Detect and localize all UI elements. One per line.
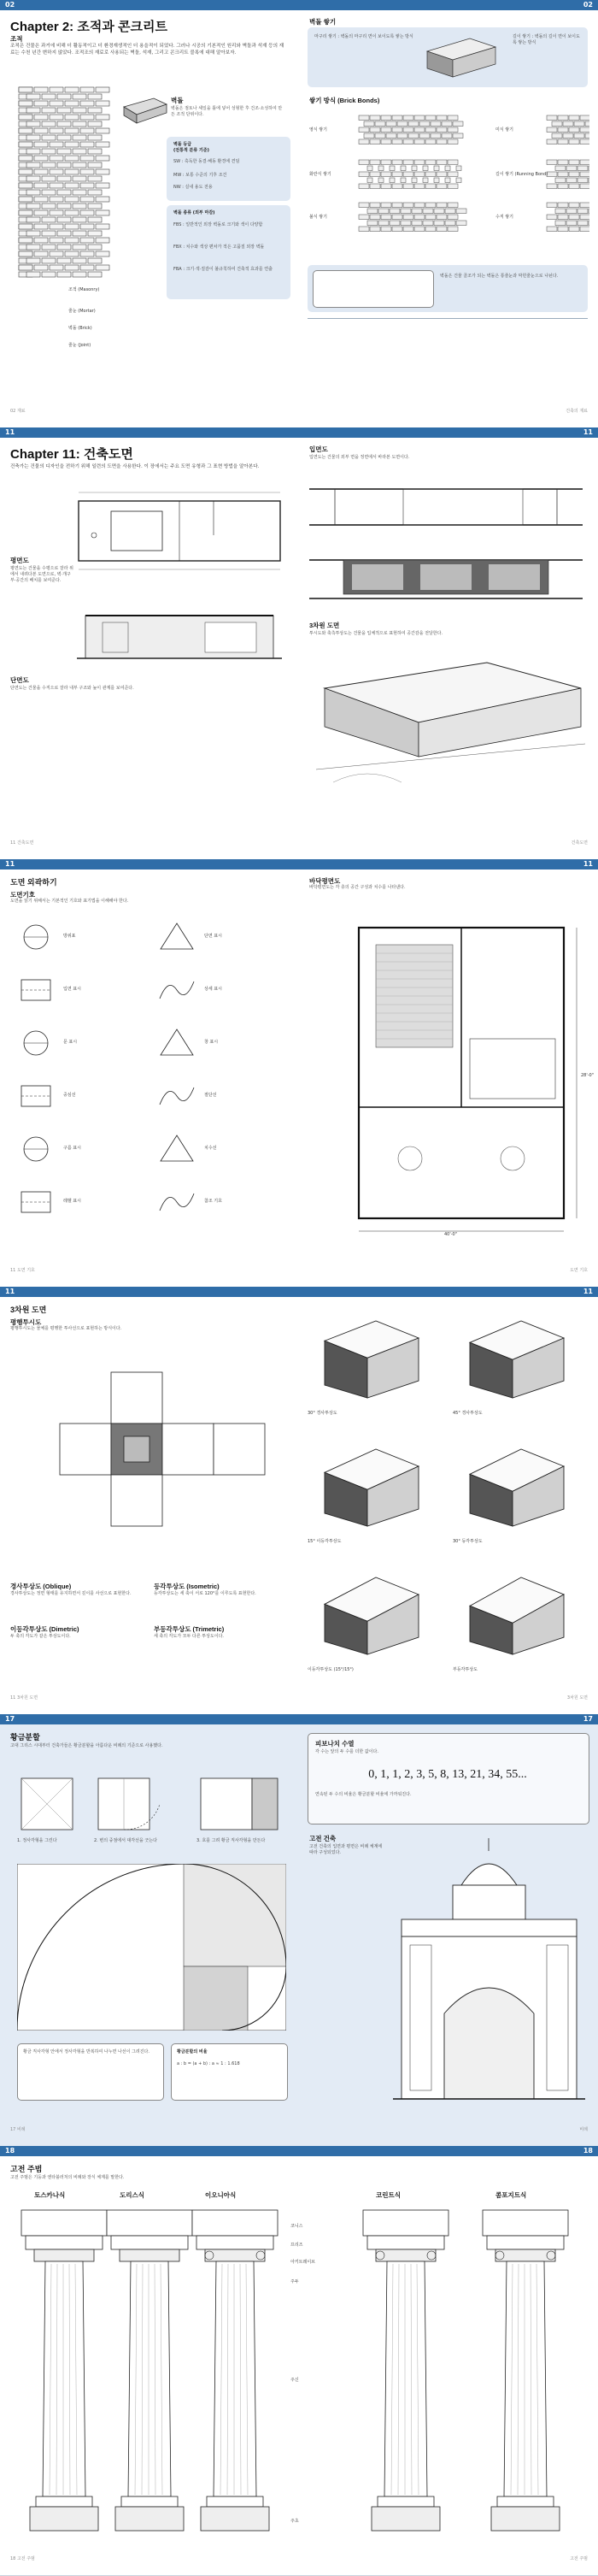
page-header-bar [0,859,598,869]
symbol-7-label: 중심선 [63,1093,76,1098]
column-1-drawing [17,2206,111,2548]
section-title: 황금분할 [10,1733,40,1742]
bond-label-f: 수직 쌓기 [495,215,513,220]
projection-caption-2: 45° 경사투상도 [453,1411,483,1416]
oblique-heading: 경사투상도 (Oblique) [10,1583,72,1590]
order-part-label-4: 주두 [290,2279,299,2284]
golden-step-2-label: 2. 변의 중점에서 대각선을 긋는다 [94,1838,157,1843]
spread-5 [0,1714,598,2147]
brick-wall-illustration [17,85,111,282]
mortar-b: 길이 쌓기 : 벽돌의 길이 면이 보이도록 쌓는 방식 [513,34,580,45]
symbol-5-icon [15,1026,57,1060]
perspective-drawing [316,654,585,808]
bond-label-e: 길이 쌓기 (Running Bond) [495,172,548,177]
brick-leader-2: 줄눈 (Mortar) [68,309,96,314]
grades-title: 벽돌 등급 (전통적 분류 기준) [173,142,209,153]
floorplan-text: 바닥평면도는 각 층의 공간 구성과 치수를 나타낸다. [309,885,406,890]
floor-plan-drawing [77,484,282,578]
golden-formula-box [171,2043,288,2101]
symbol-6-icon [155,1026,198,1060]
symbol-11-icon [15,1185,57,1219]
symbol-8-label: 절단선 [204,1093,217,1098]
order-part-label-6: 주초 [290,2519,299,2524]
symbol-3-icon [15,973,57,1007]
column-3-label: 이오니아식 [205,2191,237,2199]
bond-label-b: 화란식 쌓기 [309,172,331,177]
classical-facade-drawing [393,1834,585,2116]
spread-3 [0,859,598,1288]
bond-pattern-2 [359,160,461,189]
isometric-heading: 등각투상도 (Isometric) [154,1583,220,1590]
detailed-floor-plan [342,911,589,1244]
symbols-heading: 도면기호 [10,891,35,899]
section-heading: 조적 [10,35,23,43]
order-part-label-3: 아키트레이브 [290,2260,315,2265]
symbol-12-icon [155,1185,198,1219]
chapter-title: Chapter 2: 조적과 콘크리트 [10,20,167,34]
golden-spiral-drawing [17,1864,286,2031]
brick-icon [120,94,171,128]
bond-label-d: 미식 쌓기 [495,127,513,133]
elevation-heading: 입면도 [309,445,328,453]
page-number-left: 17 [5,1715,15,1723]
page-header-bar [0,0,598,10]
column-1-label: 토스카나식 [34,2191,66,2199]
symbol-9-label: 구름 표시 [63,1146,81,1151]
plan-heading: 평면도 [10,557,29,564]
fibonacci-sequence: 0, 1, 1, 2, 3, 5, 8, 13, 21, 34, 55... [368,1768,527,1781]
page-header-bar [0,2146,598,2156]
footer-left: 02 재료 [10,409,26,414]
column-5-drawing [478,2206,572,2548]
symbol-6-label: 창 표시 [204,1040,219,1045]
bond-pattern-3 [359,203,466,232]
column-5-label: 콤포지트식 [495,2191,527,2199]
spread-1 [0,0,598,428]
symbol-4-label: 상세 표시 [204,987,222,992]
plan-text: 평면도는 건물을 수평으로 잘라 위에서 내려다본 도면으로, 벽·개구부·공간의 배치를 보여준다. [10,566,73,583]
grade-sw: SW : 혹독한 동결·해동 환경에 견딤 [173,159,240,164]
symbol-8-icon [155,1079,198,1113]
mortar-title: 벽돌 쌓기 [309,18,337,26]
symbols-text: 도면을 읽기 위해서는 기본적인 기호와 표기법을 이해해야 한다. [10,899,129,904]
perspective-text: 투시도와 축측투상도는 건물을 입체적으로 표현하여 공간감을 전달한다. [309,631,443,636]
spread-2 [0,427,598,860]
footer-left: 11 도면 기호 [10,1268,35,1273]
orders-text: 고전 주범은 기둥과 엔타블러처의 비례와 장식 체계를 말한다. [10,2175,125,2180]
brick-leader-3: 벽돌 (Brick) [68,326,92,331]
symbol-7-icon [15,1079,57,1113]
types-title: 벽돌 종류 (외부 마감) [173,210,215,215]
golden-step-3 [196,1774,282,1834]
grade-nw: NW : 실내 용도 전용 [173,185,213,190]
brick-bond-patterns [308,107,589,256]
perspective-heading: 3차원 도면 [309,622,340,629]
symbol-12-label: 참조 기호 [204,1199,222,1204]
callout-body: 벽돌은 점토나 셰일을 틀에 넣어 성형한 후 건조·소성하여 만든 조적 단위이다. [171,106,283,117]
page-number-right: 11 [583,860,593,868]
section-title: 고전 주범 [10,2165,43,2173]
brick-leader-4: 줄눈 (Joint) [68,343,91,348]
footer-left: 11 건축도면 [10,840,34,846]
type-fbx: FBX : 치수와 색상 편차가 적은 고품질 외장 벽돌 [173,245,265,250]
page-number-left: 11 [5,428,15,436]
golden-step-3-label: 3. 호를 그려 황금 직사각형을 만든다 [196,1838,266,1843]
spread-6 [0,2146,598,2576]
plan-dim-height: 28'-0" [581,1073,595,1078]
footer-right: 3차원 도면 [566,1695,588,1701]
brick-types-box [167,205,290,299]
fibonacci-box [308,1733,589,1824]
page-number-left: 18 [5,2147,15,2155]
trimetric-heading: 부등각투상도 (Trimetric) [154,1625,225,1633]
isometric-text: 등각투상도는 세 축이 서로 120°를 이루도록 표현한다. [154,1591,256,1596]
orders-columns [0,2189,598,2548]
golden-note2: 황금 직사각형 안에서 정사각형을 반복하여 나누면 나선이 그려진다. [23,2049,150,2054]
page-header-bar [0,427,598,438]
brick-grades-box [167,137,290,201]
footer-right: 고전 주범 [570,2556,588,2561]
page-number-right: 11 [583,1288,593,1295]
column-4-label: 코린트식 [376,2191,401,2199]
projection-caption-3: 15° 이등각투상도 [308,1539,342,1544]
projection-cube-3 [308,1432,436,1535]
symbol-1-label: 방위표 [63,934,76,939]
mortar-a: 마구리 쌓기 : 벽돌의 마구리 면이 보이도록 쌓는 방식 [314,34,413,39]
column-4-drawing [359,2206,453,2548]
projection-cube-5 [308,1560,436,1663]
classical-heading: 고전 건축 [309,1835,337,1842]
symbol-2-label: 단면 표시 [204,934,222,939]
classical-text: 고전 건축의 입면과 평면은 비례 체계에 따라 구성되었다. [309,1844,383,1855]
page-header-bar [0,1714,598,1724]
golden-note-heading: 황금분할의 비율 [177,2049,208,2054]
fibonacci-text2: 연속된 두 수의 비율은 황금분할 비율에 가까워진다. [315,1792,412,1797]
elevation-text: 입면도는 건물의 외부 면을 정면에서 바라본 도면이다. [309,455,410,460]
column-2-label: 도리스식 [120,2191,144,2199]
unfolded-cube-drawing [26,1364,282,1560]
order-part-label-2: 프리즈 [290,2243,303,2248]
footer-right: 건축의 재료 [566,409,588,414]
brick-leader-1: 조적 (Masonry) [68,287,100,292]
bond-label-c: 불식 쌓기 [309,215,327,220]
floorplan-heading: 바닥평면도 [309,877,341,885]
intro-paragraph: 조적은 건물은 과거에 비해 더 활동적이고 더 환경재생적인 더 용을적이 되었다. 그러나 시공의 기본적인 원리와 벽돌과 석재 등의 재료는 수천 년간 변하지 않았다. 조적조의 재료로 사용되는 벽돌, 석재, 그리고 콘크리트 블록에 대해 알아보자. [10,44,284,56]
projection-grid [308,1304,589,1689]
grade-mw: MW : 보통 수준의 기후 조건 [173,173,227,178]
symbol-1-icon [15,920,57,954]
bond-info-inner [313,270,434,308]
symbol-10-label: 치수선 [204,1146,217,1151]
projection-cube-6 [453,1560,581,1663]
golden-step-1 [17,1774,77,1834]
callout-title: 벽돌 [171,97,184,104]
projection-caption-4: 30° 등각투상도 [453,1539,483,1544]
order-part-label-5: 주신 [290,2378,299,2383]
golden-ratio-callout [17,2043,164,2101]
type-fbs: FBS : 일반적인 외장 벽돌로 크기와 색이 다양함 [173,222,263,227]
page-number-left: 02 [5,1,15,9]
golden-step-1-label: 1. 정사각형을 그린다 [17,1838,57,1843]
dimetric-text: 두 축의 각도가 같은 투상도이다. [10,1634,71,1639]
page-number-right: 02 [583,1,593,9]
fibonacci-text: 각 수는 앞의 두 수를 더한 값이다. [315,1749,378,1754]
section-drawing [77,598,282,675]
parallel-heading: 평행투시도 [10,1318,42,1326]
bond-pattern-1 [359,115,463,144]
bond-pattern-6 [547,203,589,232]
bond-note: 벽돌은 건물 골조가 되는 벽돌은 통줄눈과 막힌줄눈으로 나뉜다. [440,274,559,279]
footer-right: 건축도면 [571,840,588,846]
order-part-label-1: 코니스 [290,2224,303,2229]
symbol-4-icon [155,973,198,1007]
footer-left: 11 3차원 도면 [10,1695,38,1701]
page-number-right: 18 [583,2147,593,2155]
spread-4 [0,1287,598,1715]
chapter-title: Chapter 11: 건축도면 [10,447,133,462]
intro-paragraph: 건축가는 건물의 디자인을 전하기 위해 일련의 도면을 사용한다. 이 장에서는 주요 도면 유형과 그 표현 방법을 알아본다. [10,464,260,469]
parallel-text: 평행투시도는 물체를 평행한 투사선으로 표현하는 방식이다. [10,1326,122,1331]
projection-caption-5: 이등각투상도 (15°/15°) [308,1667,354,1672]
page-number-left: 11 [5,860,15,868]
type-fba: FBA : 크기·색·질감이 불규칙하여 건축적 효과를 연출 [173,267,273,272]
dimetric-heading: 이등각투상도 (Dimetric) [10,1625,79,1633]
section-text: 단면도는 건물을 수직으로 잘라 내부 구조와 높이 관계를 보여준다. [10,686,134,691]
section-heading: 단면도 [10,676,29,684]
brick-joint-sketch [423,34,500,81]
projection-cube-4 [453,1432,581,1535]
column-3-drawing [188,2206,282,2548]
mortar-box [308,27,588,87]
page-number-left: 11 [5,1288,15,1295]
bond-label-a: 영식 쌓기 [309,127,327,133]
projection-caption-1: 30° 경사투상도 [308,1411,337,1416]
symbol-5-label: 문 표시 [63,1040,78,1045]
bond-pattern-4 [547,115,589,144]
footer-left: 17 비례 [10,2127,26,2132]
golden-text: 고대 그리스 시대부터 건축가들은 황금분할을 아름다운 비례의 기준으로 사용했다. [10,1743,163,1748]
footer-right: 비례 [579,2127,588,2132]
symbol-grid [10,916,288,1258]
section-title: 도면 외곽하기 [10,878,57,887]
page-number-right: 11 [583,428,593,436]
projection-cube-1 [308,1304,436,1406]
fibonacci-heading: 피보나치 수열 [315,1740,355,1748]
column-2-drawing [103,2206,196,2548]
projection-cube-2 [453,1304,581,1406]
symbol-10-icon [155,1132,198,1166]
elevation-drawing-2 [309,547,583,611]
page-header-bar [0,1287,598,1297]
symbol-2-icon [155,920,198,954]
projection-caption-6: 부등각투상도 [453,1667,478,1672]
golden-step-2 [94,1774,171,1834]
page-number-right: 17 [583,1715,593,1723]
bond-pattern-5 [547,160,589,189]
symbol-9-icon [15,1132,57,1166]
golden-formula: a : b = (a + b) : a ≈ 1 : 1.618 [177,2061,240,2066]
oblique-text: 경사투상도는 정면 형태를 유지하면서 깊이를 사선으로 표현한다. [10,1591,132,1596]
symbol-11-label: 레벨 표시 [63,1199,81,1204]
bond-info-box [308,265,588,312]
plan-dim-width: 40'-0" [444,1232,458,1237]
trimetric-text: 세 축의 각도가 모두 다른 투상도이다. [154,1634,224,1639]
symbol-3-label: 입면 표시 [63,987,81,992]
footer-left: 18 고전 주범 [10,2556,35,2561]
section-title: 3차원 도면 [10,1306,47,1314]
bond-title: 쌓기 방식 (Brick Bonds) [309,97,380,104]
elevation-drawing-1 [309,470,583,539]
footer-right: 도면 기호 [570,1268,588,1273]
